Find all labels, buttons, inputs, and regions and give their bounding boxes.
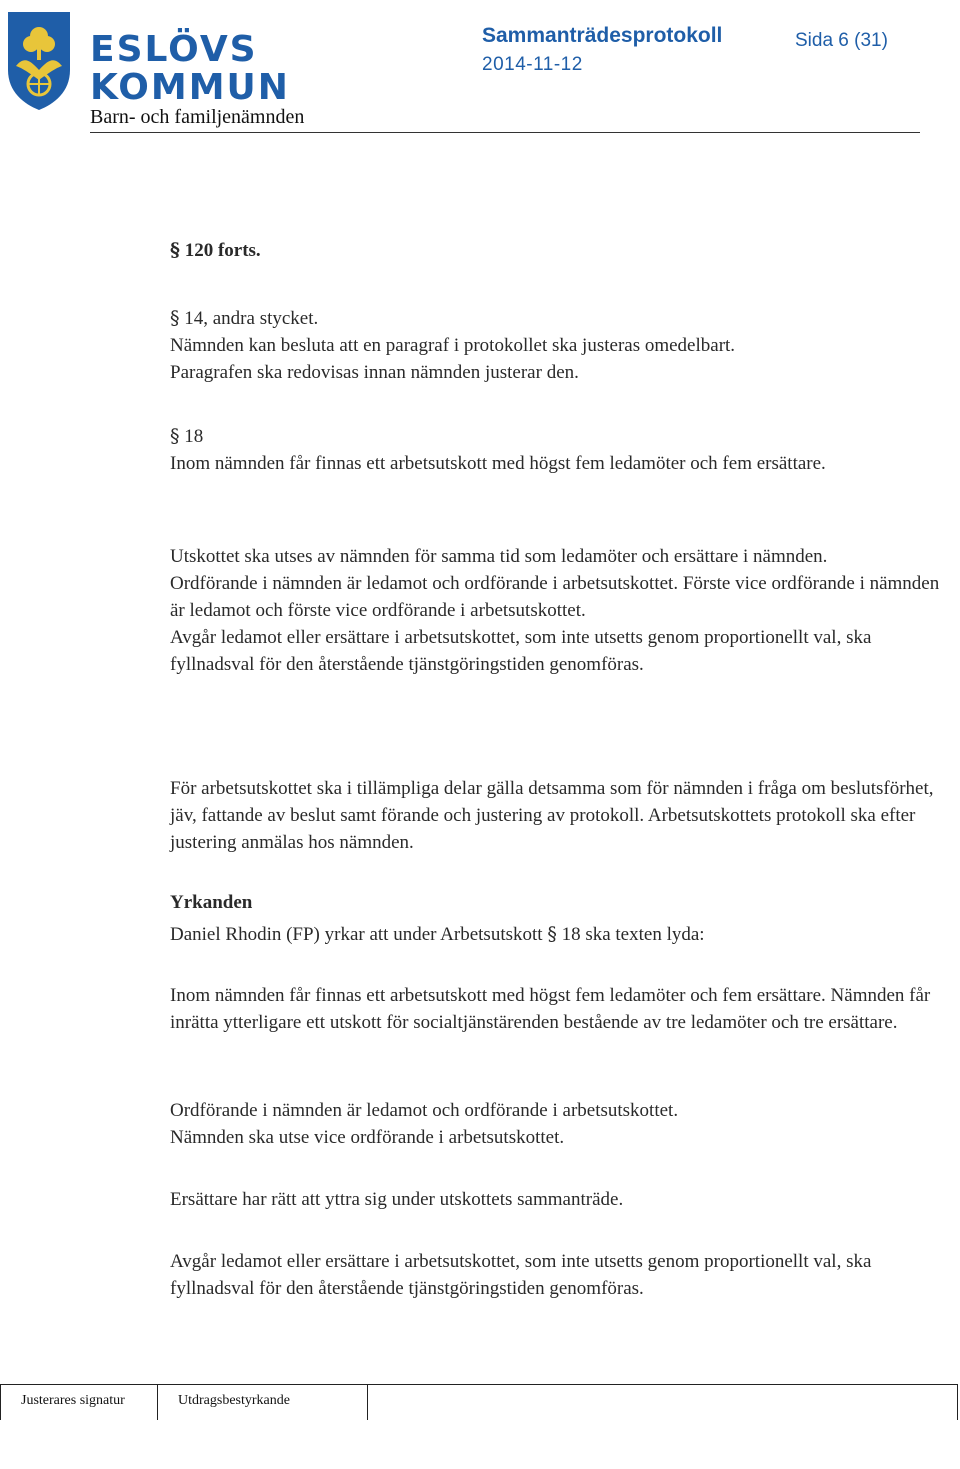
paragraph-8: Avgår ledamot eller ersättare i arbetsutskottet, som inte utsetts genom proportionellt val, ska fyllnadsval för den återstående tjänstgöringstiden genomföras. [170, 1251, 872, 1299]
yrkanden-intro: Daniel Rhodin (FP) yrkar att under Arbetsutskott § 18 ska texten lyda: [170, 923, 705, 945]
document-date: 2014-11-12 [482, 54, 583, 75]
text-line: Paragrafen ska redovisas innan nämnden justerar den. [170, 362, 579, 383]
signature-footer [0, 1384, 958, 1420]
paragraph-1 [170, 305, 940, 386]
text-line: Ordförande i nämnden är ledamot och ordförande i arbetsutskottet. Förste vice ordförande i nämnden är ledamot och förste vice ordförande i arbetsutskottet. [170, 573, 940, 621]
text-line: Avgår ledamot eller ersättare i arbetsutskottet, som inte utsetts genom proportionellt val, ska fyllnadsval för den återstående tjänstgöringstiden genomföras. [170, 627, 872, 675]
text-line: § 18 [170, 425, 204, 447]
logo-text-line2: KOMMUN [90, 67, 290, 108]
municipality-crest-logo [4, 8, 74, 112]
empty-footer-cell [368, 1384, 958, 1420]
paragraph-3 [170, 543, 940, 678]
text-line: § 14, andra stycket. [170, 307, 319, 329]
yrkanden-heading: Yrkanden [170, 892, 253, 913]
text-line: Nämnden kan besluta att en paragraf i protokollet ska justeras omedelbart. [170, 335, 736, 356]
text-line: Inom nämnden får finnas ett arbetsutskott med högst fem ledamöter och fem ersättare. [170, 453, 826, 474]
document-type: Sammanträdesprotokoll [482, 24, 723, 47]
justerares-signatur-cell: Justerares signatur [0, 1384, 158, 1420]
department-name: Barn- och familjenämnden [90, 106, 305, 128]
text-line: Utskottet ska utses av nämnden för samma tid som ledamöter och ersättare i nämnden. [170, 546, 828, 567]
paragraph-6 [170, 1097, 940, 1151]
header-divider [90, 132, 920, 133]
logo-text-line1: ESLÖVS [90, 29, 258, 70]
utdragsbestyrkande-cell: Utdragsbestyrkande [158, 1384, 368, 1420]
paragraph-4: För arbetsutskottet ska i tillämpliga delar gälla detsamma som för nämnden i fråga om beslutsförhet, jäv, fattande av beslut samt förande och justering av protokoll. Arbetsutskottets protokoll ska efter justering anmälas hos nämnden. [170, 778, 934, 853]
page-number: Sida 6 (31) [795, 30, 888, 51]
paragraph-7: Ersättare har rätt att yttra sig under utskottets sammanträde. [170, 1189, 624, 1210]
paragraph-2 [170, 423, 940, 477]
section-symbol: § [170, 239, 180, 261]
text-line: Ordförande i nämnden är ledamot och ordförande i arbetsutskottet. [170, 1100, 679, 1121]
section-heading: § 120 forts. [170, 239, 261, 261]
paragraph-5: Inom nämnden får finnas ett arbetsutskott med högst fem ledamöter och fem ersättare. Nämnden får inrätta ytterligare ett utskott för socialtjänstärenden bestående av tre ledamöter och tre ersättare. [170, 985, 931, 1033]
text-line: Nämnden ska utse vice ordförande i arbetsutskottet. [170, 1127, 565, 1148]
